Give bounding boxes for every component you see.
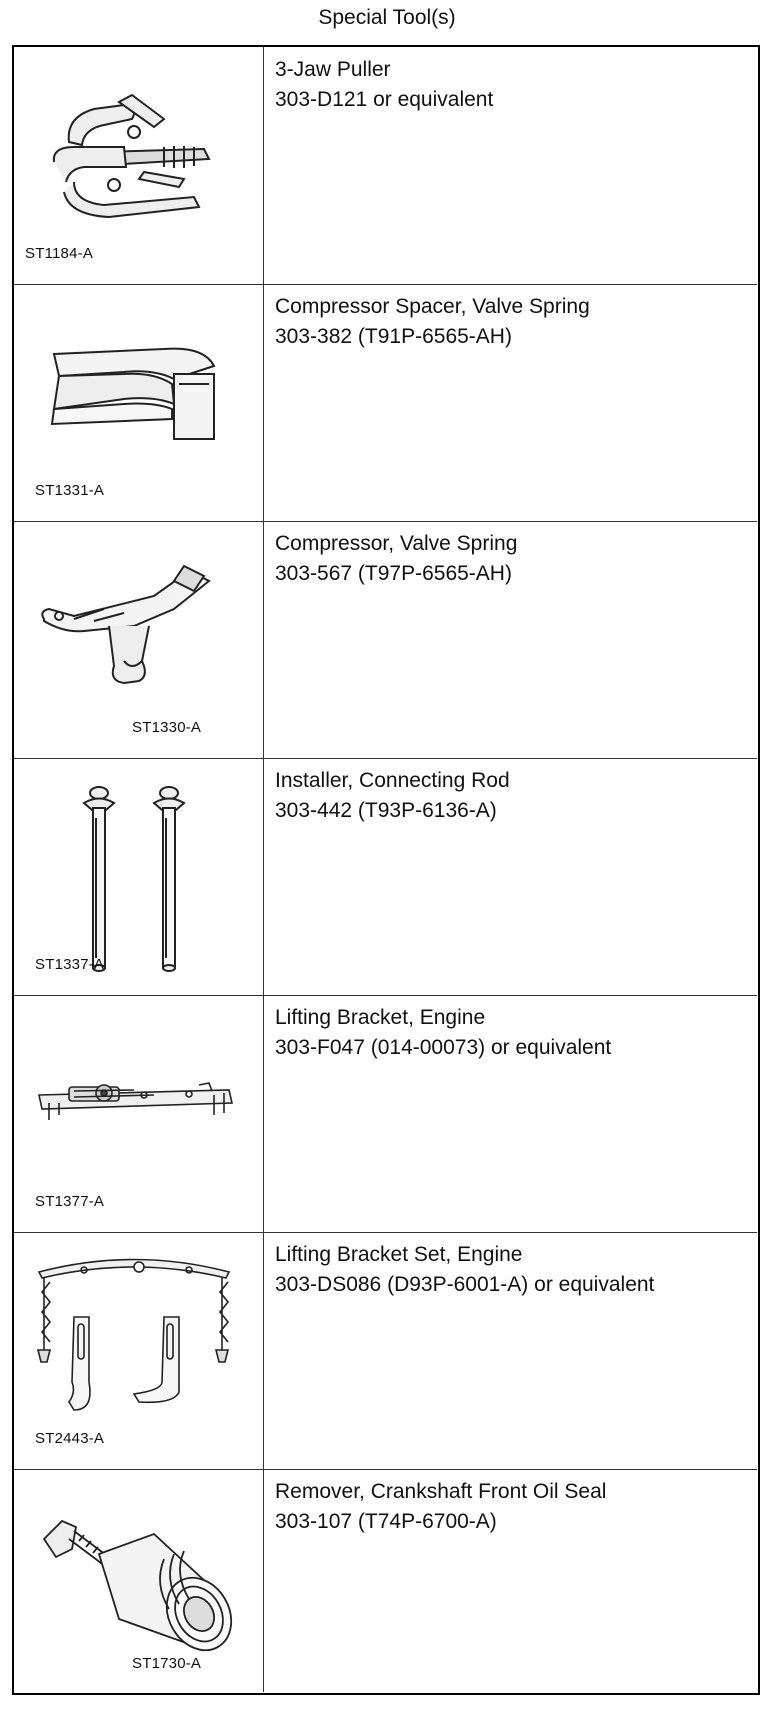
tool-name: Compressor Spacer, Valve Spring [275, 295, 590, 318]
tool-part-number: 303-382 (T91P-6565-AH) [275, 325, 512, 348]
tool-code: ST1377-A [35, 1193, 105, 1210]
table-row [14, 521, 757, 759]
tool-code: ST1330-A [132, 719, 202, 736]
tool-name: Lifting Bracket, Engine [275, 1006, 486, 1029]
tool-part-number: 303-567 (T97P-6565-AH) [275, 562, 512, 585]
tool-part-number: 303-442 (T93P-6136-A) [275, 799, 497, 822]
table-row [14, 1232, 757, 1470]
page-title: Special Tool(s) [318, 6, 456, 29]
tool-code: ST1337-A [35, 956, 105, 973]
tool-description [275, 1003, 611, 1063]
tool-part-number: 303-107 (T74P-6700-A) [275, 1510, 497, 1533]
tool-name: 3-Jaw Puller [275, 58, 391, 81]
tool-part-number: 303-DS086 (D93P-6001-A) or equivalent [275, 1273, 655, 1296]
tool-name: Installer, Connecting Rod [275, 769, 510, 792]
tool-description [275, 292, 590, 352]
tool-name: Compressor, Valve Spring [275, 532, 518, 555]
tool-image-cell [14, 1469, 264, 1692]
table-row [14, 758, 757, 996]
table-row [14, 995, 757, 1233]
tool-image-cell [14, 47, 264, 284]
table-row [14, 1469, 757, 1692]
tool-description [275, 55, 493, 115]
tool-image-cell [14, 995, 264, 1232]
tool-part-number: 303-D121 or equivalent [275, 88, 494, 111]
tool-image-cell [14, 758, 264, 995]
tool-name: Lifting Bracket Set, Engine [275, 1243, 523, 1266]
tool-code: ST1331-A [35, 482, 105, 499]
tool-description [275, 766, 510, 826]
tool-description [275, 529, 517, 589]
table-row [14, 284, 757, 522]
tool-description [275, 1477, 606, 1537]
tool-image-cell [14, 521, 264, 758]
tool-image-cell [14, 1232, 264, 1469]
tool-code: ST2443-A [35, 1430, 105, 1447]
tool-code: ST1184-A [25, 245, 94, 262]
tool-code: ST1730-A [132, 1655, 202, 1672]
tool-description [275, 1240, 654, 1300]
tool-image-cell [14, 284, 264, 521]
special-tools-table [12, 45, 760, 1695]
table-row [14, 47, 757, 285]
tool-name: Remover, Crankshaft Front Oil Seal [275, 1480, 607, 1503]
tool-part-number: 303-F047 (014-00073) or equivalent [275, 1036, 612, 1059]
